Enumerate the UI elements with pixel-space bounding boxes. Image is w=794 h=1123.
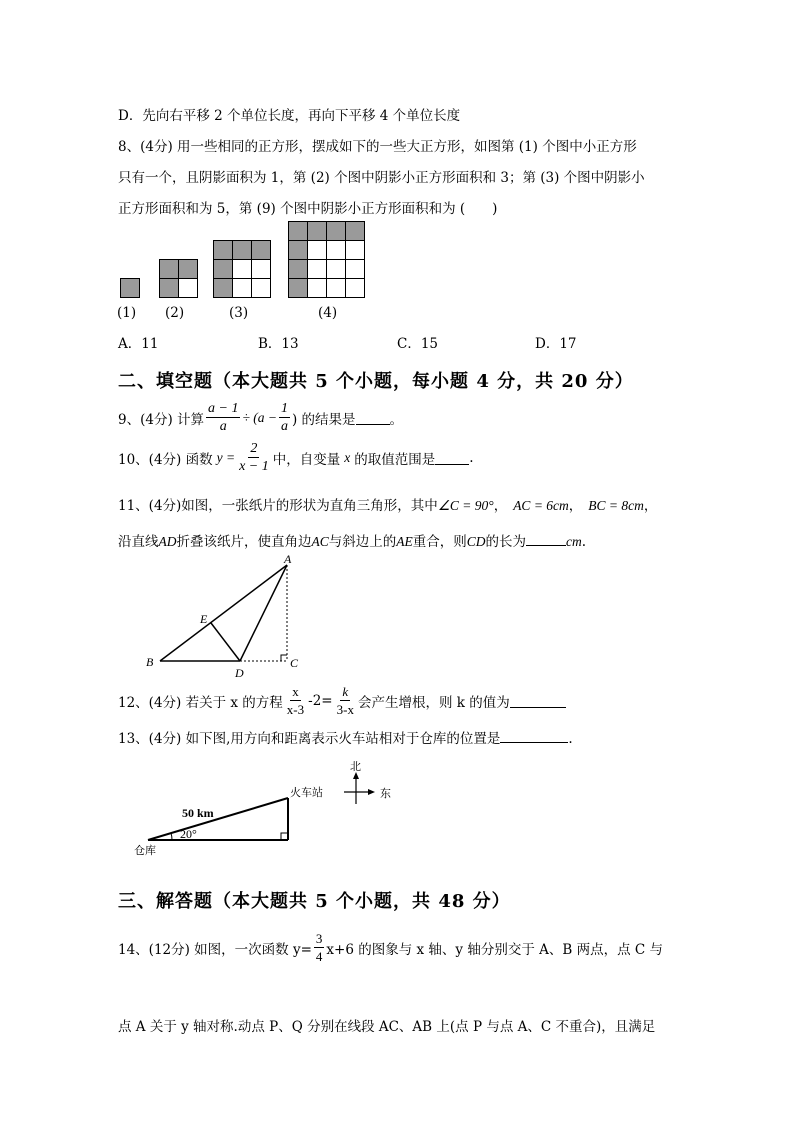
section-3-heading: 三、解答题（本大题共 5 个小题，共 48 分） (118, 891, 511, 912)
q9 (118, 400, 403, 435)
q9-fraction-2 (279, 400, 290, 435)
shaded-square (289, 241, 308, 260)
q13-text: 13、(4分) 如下图,用方向和距离表示火车站相对于仓库的位置是 (118, 731, 501, 747)
q11-cd: CD (466, 534, 486, 549)
east-label: 东 (380, 788, 391, 800)
q11-sep: ， (493, 498, 508, 514)
q10 (118, 440, 474, 475)
q8-line1: 8、(4分) 用一些相同的正方形，摆成如下的一些大正方形，如图第 (1) 个图中小正方形 (118, 139, 637, 155)
blank-square (327, 260, 346, 279)
angle-label: 20° (180, 827, 197, 841)
q8-option-b: B．13 (258, 336, 299, 352)
q8-figure-label-2: (2) (165, 305, 185, 321)
blank-square (346, 279, 365, 298)
q11-line2 (118, 530, 586, 550)
shaded-square (327, 222, 346, 241)
q8-figure-label-4: (4) (318, 305, 338, 321)
q11-triangle-figure (140, 553, 310, 681)
q9-fraction-1 (206, 400, 240, 435)
shaded-square (346, 222, 365, 241)
q14-denominator: 4 (315, 949, 323, 964)
blank-square (252, 279, 271, 298)
blank-square (308, 241, 327, 260)
label-d: D (235, 666, 244, 680)
section-2-heading: 二、填空题（本大题共 5 个小题，每小题 4 分，共 20 分） (118, 371, 634, 392)
label-c: C (290, 656, 299, 670)
q10-suffix: 中，自变量 (272, 451, 341, 468)
blank-square (308, 260, 327, 279)
q10-suffix2: 的取值范围是 (354, 451, 436, 468)
blank-square (252, 260, 271, 279)
side-ba (160, 565, 287, 661)
label-b: B (146, 655, 154, 669)
q8-line2: 只有一个，且阴影面积为 1，第 (2) 个图中阴影小正方形面积和 3；第 (3) 个图中阴影小 (118, 170, 645, 186)
shaded-square (233, 241, 252, 260)
right-angle-mark (281, 833, 288, 840)
q14-line1 (118, 930, 663, 965)
q11-angle-c: ∠C = 90° (437, 498, 494, 513)
q11-ac-length: AC = 6cm (513, 498, 569, 513)
q9-prefix: 9、(4分) 计算 (118, 411, 205, 428)
q9-f1-numerator: a − 1 (208, 401, 239, 416)
blank-square (346, 241, 365, 260)
q8-figure-label-3: (3) (229, 305, 249, 321)
station-label: 火车站 (290, 787, 323, 799)
q9-f2-denominator: a (280, 419, 288, 434)
q13-answer-blank[interactable] (500, 728, 568, 743)
shaded-square (179, 260, 198, 279)
shaded-square (121, 279, 140, 298)
angle-arc (171, 833, 172, 840)
q12-fraction-1 (285, 683, 306, 718)
q11-text: 沿直线 (118, 534, 159, 550)
q14-line2: 点 A 关于 y 轴对称.动点 P、Q 分别在线段 AC、AB 上(点 P 与点 A、C 不重合)，且满足 (118, 1019, 656, 1035)
q12-answer-blank[interactable] (510, 693, 566, 708)
warehouse-label: 仓库 (134, 845, 156, 857)
q11-text: 重合，则 (412, 534, 467, 550)
shaded-square (289, 279, 308, 298)
q12-fraction-2 (335, 683, 356, 718)
q8-option-d: D．17 (535, 336, 577, 352)
blank-square (233, 279, 252, 298)
q11-sep: ， (643, 498, 658, 514)
q9-suffix: ) 的结果是 (291, 411, 356, 428)
q10-fraction (237, 440, 271, 475)
path-to-station (148, 798, 288, 840)
blank-square (327, 279, 346, 298)
q11-ad: AD (158, 534, 177, 549)
q11-answer-blank[interactable] (526, 531, 566, 546)
q11-ae: AE (396, 534, 413, 549)
q8-option-a: A．11 (118, 336, 159, 352)
q11-ac: AC (311, 534, 329, 549)
q8-line3: 正方形面积和为 5，第 (9) 个图中阴影小正方形面积和为 ( ) (118, 201, 498, 217)
q9-end: 。 (389, 411, 404, 428)
label-e: E (200, 612, 208, 626)
q11-text: 与斜边上的 (328, 534, 397, 550)
shaded-square (214, 279, 233, 298)
q11-unit: cm (566, 534, 582, 549)
q12-f2-numerator: k (342, 684, 349, 699)
shaded-square (214, 241, 233, 260)
q10-variable: x (344, 449, 351, 465)
q9-answer-blank[interactable] (356, 410, 390, 425)
q11-text: 的长为 (485, 534, 527, 550)
q9-f1-denominator: a (219, 419, 227, 434)
q8-figure-label-1: (1) (117, 305, 137, 321)
q10-function-lhs: y = (216, 449, 236, 465)
shaded-square (252, 241, 271, 260)
blank-square (233, 260, 252, 279)
q8-figure-2 (159, 259, 198, 298)
shaded-square (160, 260, 179, 279)
side-ad (240, 565, 287, 661)
distance-label: 50 km (182, 806, 214, 820)
q8-figure-3 (213, 240, 271, 298)
q9-operator: ÷ (a − (242, 409, 277, 425)
q12-prefix: 12、(4分) 若关于 x 的方程 (118, 694, 283, 711)
q13-direction-figure (130, 760, 410, 858)
q9-f2-numerator: 1 (280, 401, 288, 416)
q12-f1-denominator: x-3 (286, 702, 305, 717)
q11-text: 折叠该纸片，使直角边 (176, 534, 312, 550)
q10-prefix: 10、(4分) 函数 (118, 451, 213, 468)
q11-sep: ， (568, 498, 583, 514)
east-arrow-icon (368, 789, 375, 795)
shaded-square (289, 222, 308, 241)
blank-square (308, 279, 327, 298)
option-d-previous: D．先向右平移 2 个单位长度，再向下平移 4 个单位长度 (118, 108, 461, 124)
q11-line1 (118, 494, 657, 514)
q10-answer-blank[interactable] (435, 450, 469, 465)
q8-option-c: C．15 (397, 336, 439, 352)
fold-segment-ed (211, 623, 240, 661)
q11-line1-text: 11、(4分)如图，一张纸片的形状为直角三角形，其中 (118, 498, 438, 514)
blank-square (327, 241, 346, 260)
shaded-square (214, 260, 233, 279)
q13-end: . (568, 731, 573, 747)
blank-square (179, 279, 198, 298)
shaded-square (289, 260, 308, 279)
q12-f1-numerator: x (292, 684, 299, 699)
q11-end: . (581, 534, 587, 550)
q14-fraction (314, 930, 325, 965)
shaded-square (160, 279, 179, 298)
q13-line (118, 727, 573, 747)
q12-f2-denominator: 3-x (336, 702, 354, 717)
q8-figure-4 (288, 221, 365, 298)
q10-end: . (469, 449, 474, 466)
north-label: 北 (350, 761, 361, 773)
shaded-square (308, 222, 327, 241)
q12 (118, 683, 566, 718)
label-a: A (284, 553, 292, 566)
q12-suffix: 会产生增根，则 k 的值为 (357, 694, 510, 711)
q14-prefix: 14、(12分) 如图，一次函数 y= (118, 941, 312, 958)
q8-figure-1 (120, 278, 140, 298)
q14-numerator: 3 (315, 931, 323, 946)
q12-mid: -2= (308, 692, 333, 709)
north-arrow-icon (353, 772, 359, 779)
blank-square (346, 260, 365, 279)
right-angle-mark (281, 655, 287, 661)
q14-suffix: x+6 的图象与 x 轴、y 轴分别交于 A、B 两点，点 C 与 (326, 941, 664, 958)
q10-denominator: x − 1 (239, 459, 269, 474)
q11-bc-length: BC = 8cm (588, 498, 644, 513)
q10-numerator: 2 (250, 441, 258, 456)
